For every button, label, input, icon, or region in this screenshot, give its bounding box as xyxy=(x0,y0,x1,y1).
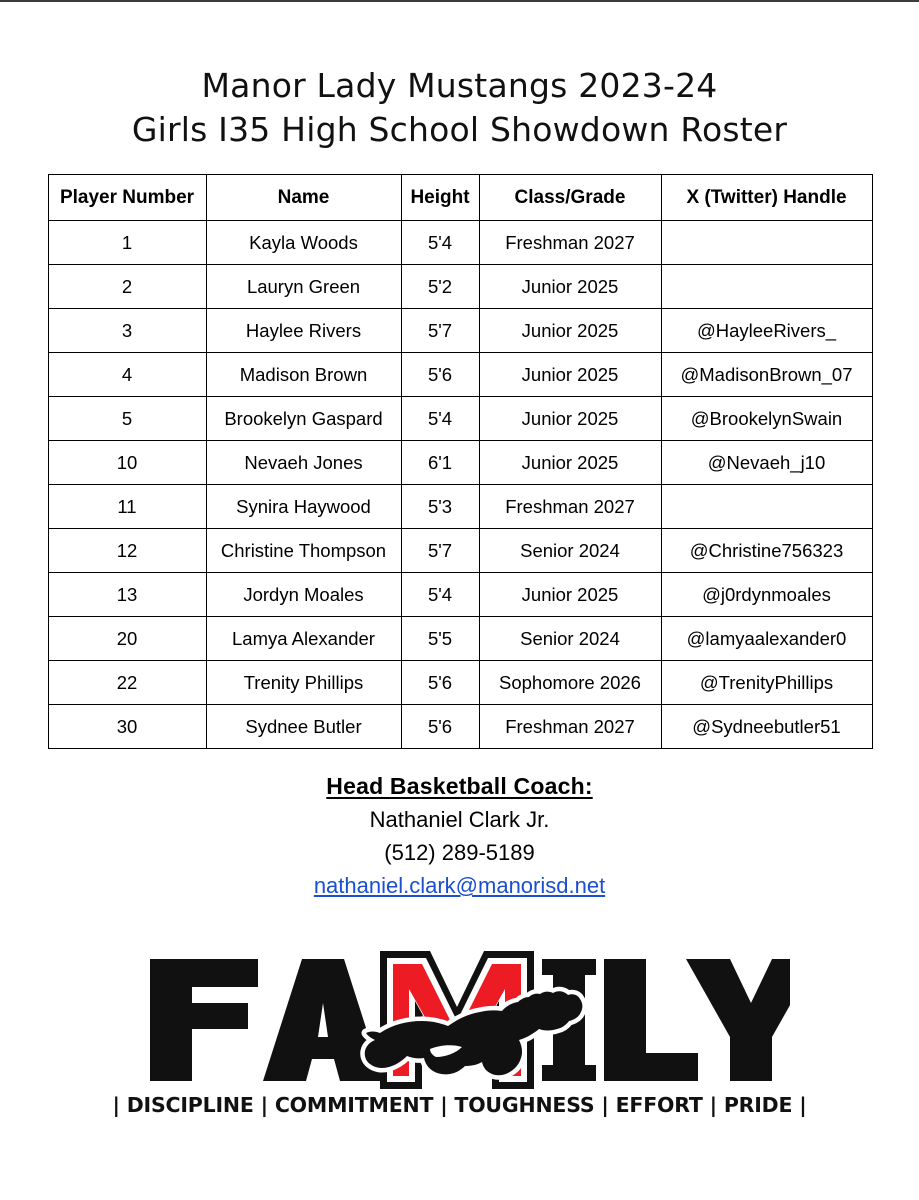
table-row xyxy=(48,573,872,617)
table-row xyxy=(48,529,872,573)
cell-player-number: 30 xyxy=(48,705,206,749)
roster-table-body xyxy=(48,221,872,749)
family-wordmark xyxy=(130,941,790,1091)
cell-player-name: Kayla Woods xyxy=(206,221,401,265)
roster-table-container xyxy=(48,174,872,749)
cell-player-height: 5'6 xyxy=(401,661,479,705)
family-tagline: | DISCIPLINE | COMMITMENT | TOUGHNESS | EFFORT | PRIDE | xyxy=(112,1093,807,1117)
cell-player-class-grade: Junior 2025 xyxy=(479,397,661,441)
cell-player-class-grade: Freshman 2027 xyxy=(479,221,661,265)
letter-y-icon xyxy=(686,959,790,1081)
cell-player-name: Jordyn Moales xyxy=(206,573,401,617)
page-title xyxy=(0,2,919,152)
cell-player-height: 5'4 xyxy=(401,221,479,265)
cell-player-name: Lamya Alexander xyxy=(206,617,401,661)
coach-contact-block xyxy=(0,770,919,905)
table-row xyxy=(48,309,872,353)
table-row xyxy=(48,617,872,661)
cell-player-name: Trenity Phillips xyxy=(206,661,401,705)
cell-player-twitter-handle: @BrookelynSwain xyxy=(661,397,872,441)
cell-player-class-grade: Senior 2024 xyxy=(479,529,661,573)
cell-player-twitter-handle: @TrenityPhillips xyxy=(661,661,872,705)
cell-player-twitter-handle xyxy=(661,265,872,309)
cell-player-number: 1 xyxy=(48,221,206,265)
cell-player-name: Madison Brown xyxy=(206,353,401,397)
coach-heading: Head Basketball Coach: xyxy=(326,773,593,799)
cell-player-twitter-handle: @Nevaeh_j10 xyxy=(661,441,872,485)
cell-player-class-grade: Junior 2025 xyxy=(479,353,661,397)
cell-player-number: 20 xyxy=(48,617,206,661)
cell-player-height: 5'4 xyxy=(401,397,479,441)
cell-player-height: 5'4 xyxy=(401,573,479,617)
coach-phone: (512) 289-5189 xyxy=(384,840,535,865)
table-header-row xyxy=(48,175,872,221)
cell-player-height: 5'2 xyxy=(401,265,479,309)
cell-player-twitter-handle: @MadisonBrown_07 xyxy=(661,353,872,397)
cell-player-class-grade: Freshman 2027 xyxy=(479,705,661,749)
table-row xyxy=(48,265,872,309)
cell-player-twitter-handle: @HayleeRivers_ xyxy=(661,309,872,353)
title-line-secondary: Girls I35 High School Showdown Roster xyxy=(131,110,788,149)
table-row xyxy=(48,221,872,265)
cell-player-name: Lauryn Green xyxy=(206,265,401,309)
cell-player-class-grade: Freshman 2027 xyxy=(479,485,661,529)
cell-player-height: 5'3 xyxy=(401,485,479,529)
cell-player-number: 3 xyxy=(48,309,206,353)
cell-player-number: 10 xyxy=(48,441,206,485)
cell-player-class-grade: Junior 2025 xyxy=(479,573,661,617)
column-header-class-grade: Class/Grade xyxy=(479,175,661,221)
table-row xyxy=(48,705,872,749)
cell-player-class-grade: Junior 2025 xyxy=(479,265,661,309)
cell-player-class-grade: Sophomore 2026 xyxy=(479,661,661,705)
cell-player-class-grade: Junior 2025 xyxy=(479,309,661,353)
table-row xyxy=(48,353,872,397)
cell-player-number: 5 xyxy=(48,397,206,441)
letter-l-icon xyxy=(604,959,698,1081)
cell-player-height: 6'1 xyxy=(401,441,479,485)
cell-player-class-grade: Junior 2025 xyxy=(479,441,661,485)
cell-player-height: 5'6 xyxy=(401,705,479,749)
family-logo-block xyxy=(0,941,919,1117)
cell-player-name: Christine Thompson xyxy=(206,529,401,573)
cell-player-number: 22 xyxy=(48,661,206,705)
column-header-twitter-handle: X (Twitter) Handle xyxy=(661,175,872,221)
cell-player-height: 5'6 xyxy=(401,353,479,397)
cell-player-class-grade: Senior 2024 xyxy=(479,617,661,661)
cell-player-name: Nevaeh Jones xyxy=(206,441,401,485)
cell-player-height: 5'7 xyxy=(401,309,479,353)
column-header-player-number: Player Number xyxy=(48,175,206,221)
table-row xyxy=(48,661,872,705)
letter-f-icon xyxy=(150,959,258,1081)
cell-player-number: 12 xyxy=(48,529,206,573)
cell-player-name: Haylee Rivers xyxy=(206,309,401,353)
coach-email-link[interactable]: nathaniel.clark@manorisd.net xyxy=(313,873,606,898)
cell-player-twitter-handle: @Sydneebutler51 xyxy=(661,705,872,749)
title-line-primary: Manor Lady Mustangs 2023-24 xyxy=(201,66,718,105)
cell-player-number: 4 xyxy=(48,353,206,397)
table-row xyxy=(48,441,872,485)
cell-player-height: 5'7 xyxy=(401,529,479,573)
cell-player-twitter-handle: @Christine756323 xyxy=(661,529,872,573)
cell-player-number: 2 xyxy=(48,265,206,309)
cell-player-twitter-handle: @j0rdynmoales xyxy=(661,573,872,617)
table-row xyxy=(48,485,872,529)
cell-player-name: Sydnee Butler xyxy=(206,705,401,749)
cell-player-twitter-handle: @lamyaalexander0 xyxy=(661,617,872,661)
roster-table-header xyxy=(48,175,872,221)
cell-player-name: Brookelyn Gaspard xyxy=(206,397,401,441)
cell-player-twitter-handle xyxy=(661,485,872,529)
column-header-name: Name xyxy=(206,175,401,221)
cell-player-name: Synira Haywood xyxy=(206,485,401,529)
column-header-height: Height xyxy=(401,175,479,221)
cell-player-twitter-handle xyxy=(661,221,872,265)
roster-table xyxy=(48,174,873,749)
cell-player-number: 11 xyxy=(48,485,206,529)
cell-player-number: 13 xyxy=(48,573,206,617)
cell-player-height: 5'5 xyxy=(401,617,479,661)
table-row xyxy=(48,397,872,441)
coach-name: Nathaniel Clark Jr. xyxy=(369,807,550,832)
